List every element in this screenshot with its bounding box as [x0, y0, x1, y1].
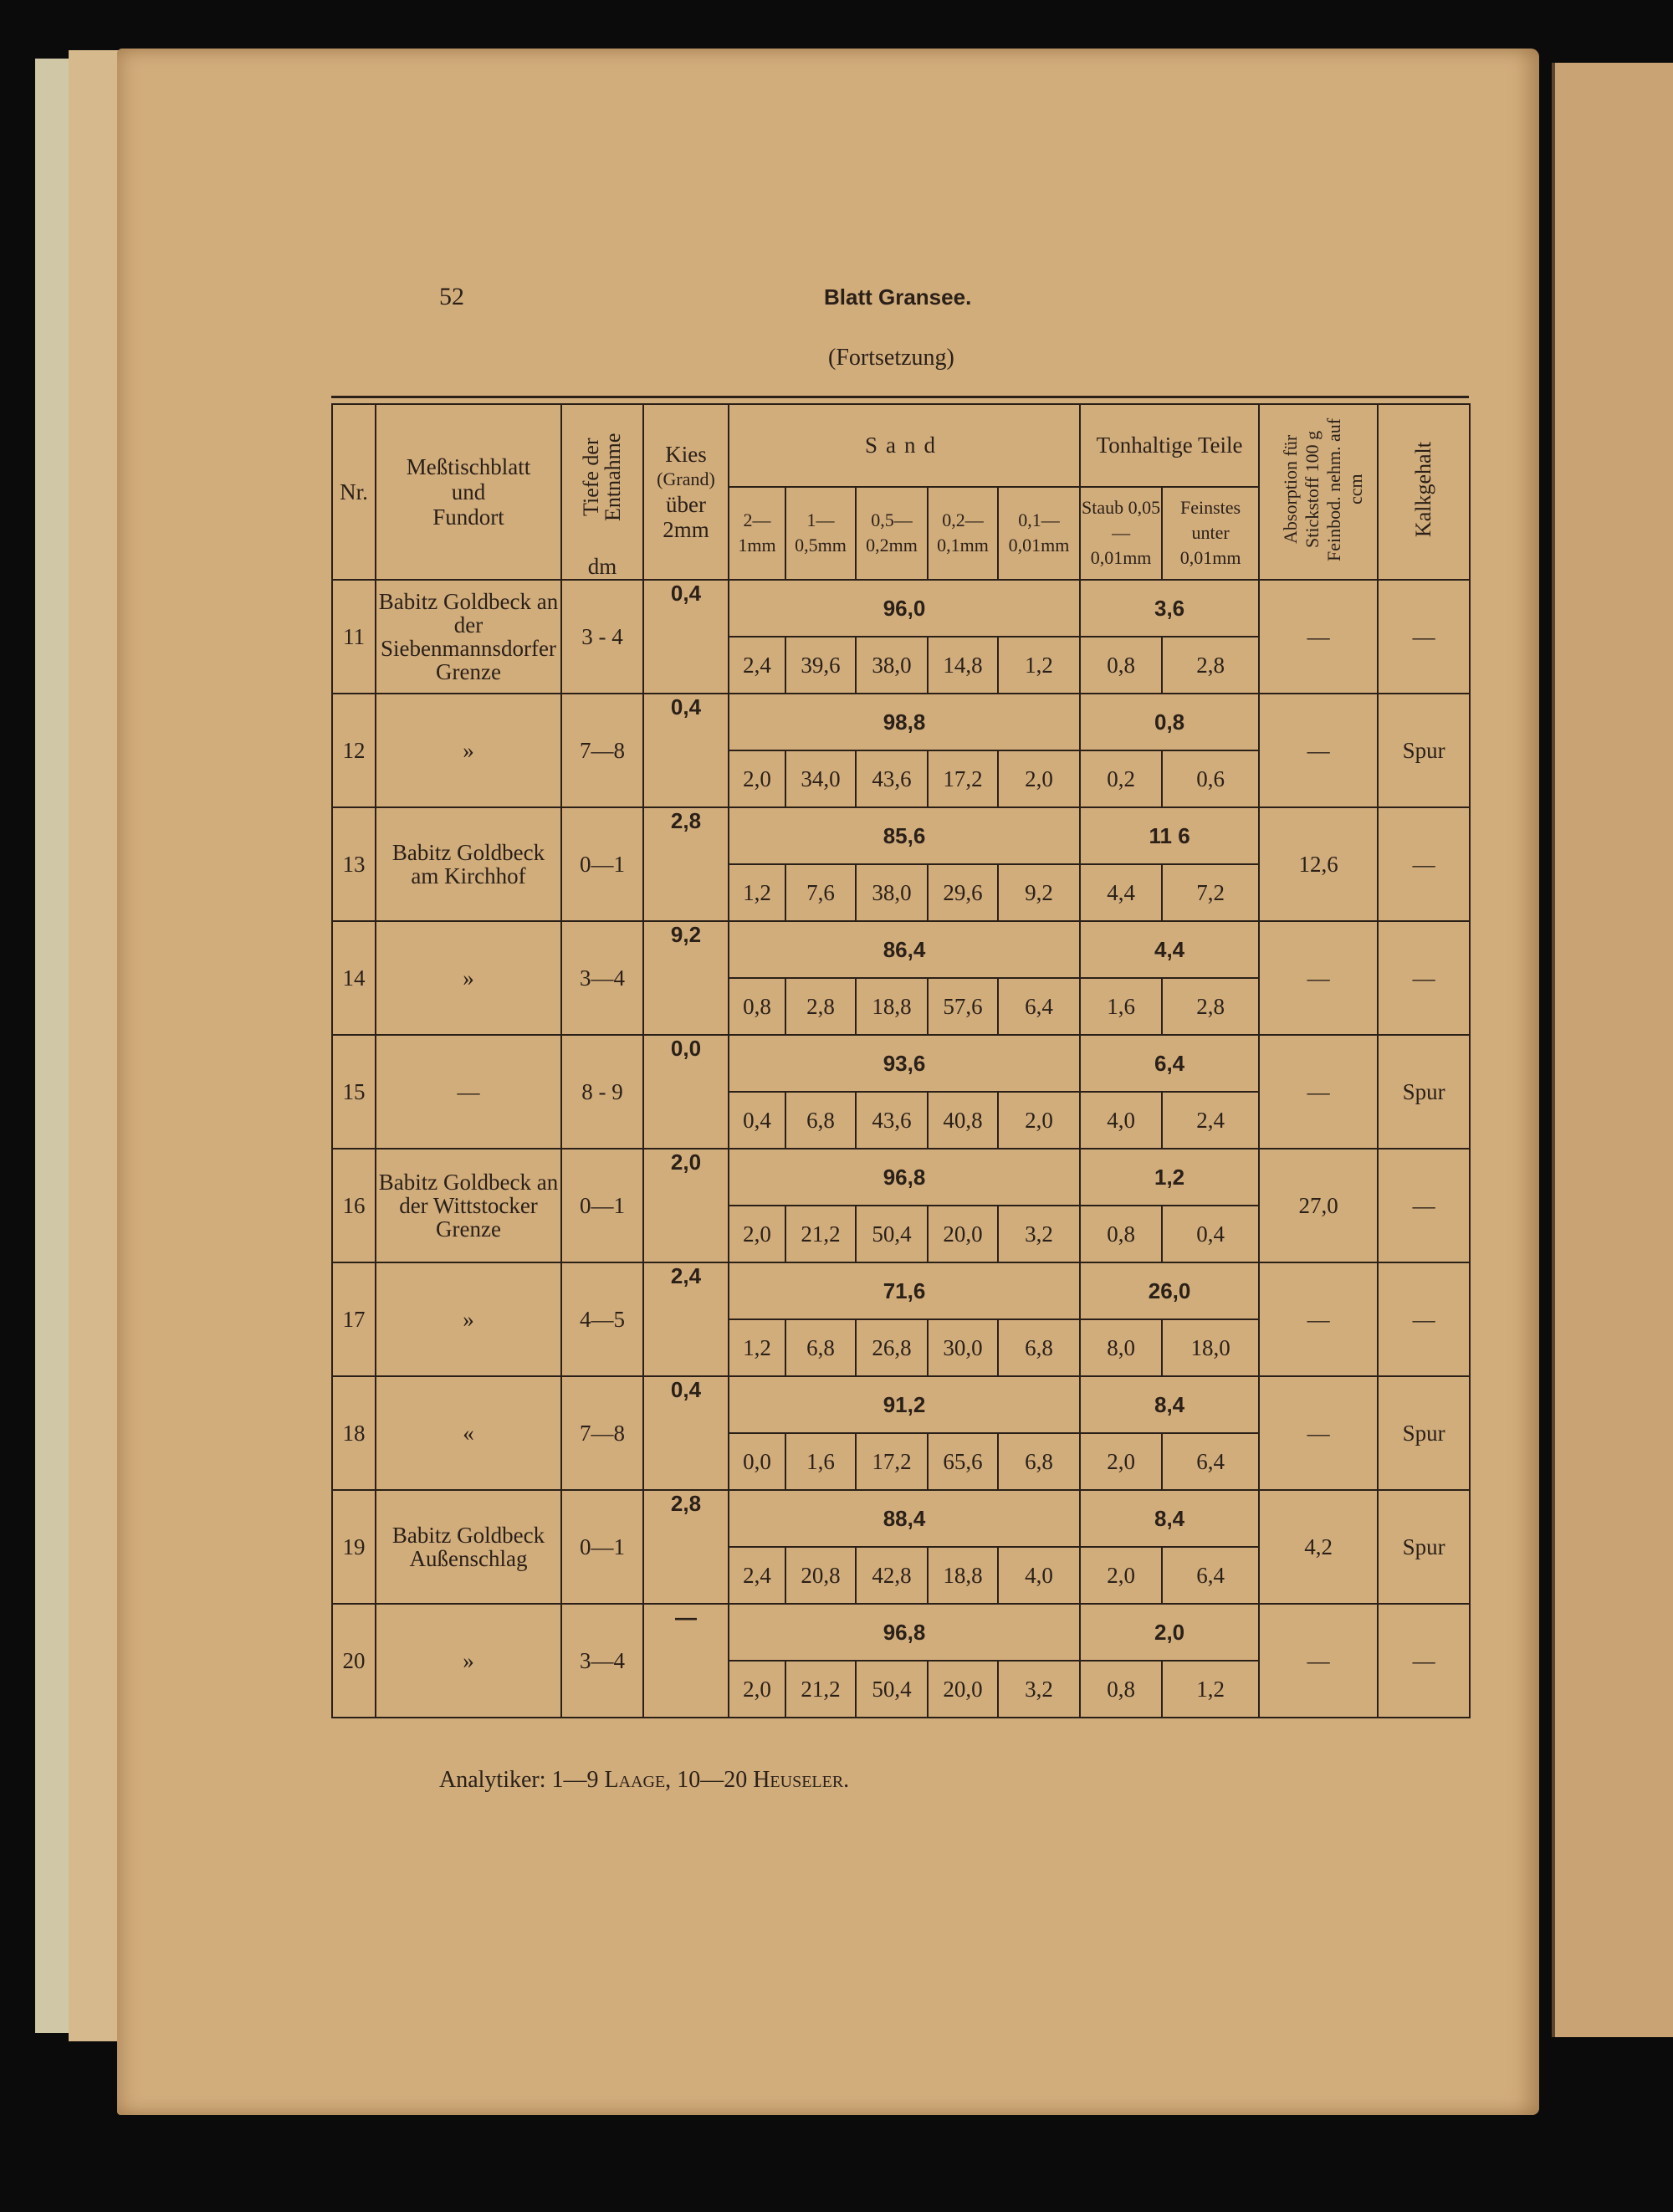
row-sand-fraction: 9,2 — [998, 864, 1080, 921]
row-sand-total: 71,6 — [729, 1262, 1080, 1319]
table-row — [332, 1376, 1470, 1433]
row-sand-fraction: 18,8 — [928, 1547, 998, 1604]
row-feinstes: 0,4 — [1162, 1206, 1259, 1262]
row-staub: 0,8 — [1080, 1206, 1162, 1262]
row-sand-fraction: 0,0 — [729, 1433, 785, 1490]
row-absorption: — — [1259, 921, 1378, 1035]
row-fundort: — — [376, 1035, 561, 1149]
row-sand-fraction: 21,2 — [785, 1661, 856, 1718]
page-number: 52 — [439, 283, 464, 310]
row-kies: 0,4 — [643, 580, 729, 694]
header-kalk: Kalkgehalt — [1378, 404, 1470, 580]
row-sand-fraction: 7,6 — [785, 864, 856, 921]
row-staub: 2,0 — [1080, 1433, 1162, 1490]
row-staub: 2,0 — [1080, 1547, 1162, 1604]
row-nr: 11 — [332, 580, 376, 694]
row-kies: 2,0 — [643, 1149, 729, 1262]
row-kies: 9,2 — [643, 921, 729, 1035]
row-sand-fraction: 21,2 — [785, 1206, 856, 1262]
row-sand-fraction: 6,8 — [785, 1319, 856, 1376]
row-feinstes: 18,0 — [1162, 1319, 1259, 1376]
row-feinstes: 6,4 — [1162, 1547, 1259, 1604]
row-sand-fraction: 17,2 — [928, 750, 998, 807]
row-feinstes: 1,2 — [1162, 1661, 1259, 1718]
row-sand-fraction: 18,8 — [856, 978, 928, 1035]
row-fundort: » — [376, 1262, 561, 1376]
row-tiefe: 3—4 — [561, 921, 643, 1035]
row-fundort: Babitz Goldbeck an der Siebenmannsdorfer Grenze — [376, 580, 561, 694]
table-row — [332, 1035, 1470, 1092]
row-absorption: — — [1259, 1376, 1378, 1490]
row-absorption: — — [1259, 1035, 1378, 1149]
row-kalk: Spur — [1378, 1035, 1470, 1149]
row-absorption: 27,0 — [1259, 1149, 1378, 1262]
row-fundort: » — [376, 921, 561, 1035]
row-sand-fraction: 2,8 — [785, 978, 856, 1035]
header-sand-3: 0,5— 0,2mm — [856, 487, 928, 580]
row-sand-fraction: 30,0 — [928, 1319, 998, 1376]
table-row — [332, 807, 1470, 864]
header-feinstes: Feinstes unter 0,01mm — [1162, 487, 1259, 580]
row-nr: 12 — [332, 694, 376, 807]
row-absorption: — — [1259, 580, 1378, 694]
row-sand-fraction: 6,4 — [998, 978, 1080, 1035]
row-kies: 0,4 — [643, 694, 729, 807]
row-sand-fraction: 17,2 — [856, 1433, 928, 1490]
row-nr: 18 — [332, 1376, 376, 1490]
facing-page-edge — [1552, 63, 1673, 2037]
row-kalk: Spur — [1378, 1376, 1470, 1490]
row-sand-total: 88,4 — [729, 1490, 1080, 1547]
row-tiefe: 0—1 — [561, 1149, 643, 1262]
row-tiefe: 8 - 9 — [561, 1035, 643, 1149]
footer-mid: 10—20 — [677, 1767, 748, 1793]
row-feinstes: 6,4 — [1162, 1433, 1259, 1490]
row-staub: 8,0 — [1080, 1319, 1162, 1376]
row-kalk: — — [1378, 1604, 1470, 1718]
row-nr: 20 — [332, 1604, 376, 1718]
header-sand-5: 0,1— 0,01mm — [998, 487, 1080, 580]
row-sand-fraction: 1,2 — [998, 637, 1080, 694]
row-tiefe: 7—8 — [561, 694, 643, 807]
row-sand-fraction: 43,6 — [856, 1092, 928, 1149]
header-sand: Sand — [729, 404, 1080, 487]
header-tonhaltige: Tonhaltige Teile — [1080, 404, 1259, 487]
row-sand-total: 98,8 — [729, 694, 1080, 750]
header-kies: Kies (Grand) über 2mm — [643, 404, 729, 580]
row-kies: 0,0 — [643, 1035, 729, 1149]
row-fundort: » — [376, 1604, 561, 1718]
header-staub: Staub 0,05— 0,01mm — [1080, 487, 1162, 580]
table-row — [332, 1262, 1470, 1319]
top-rule — [331, 396, 1469, 398]
page-title: Blatt Gransee. — [824, 284, 972, 310]
header-fundort: Meßtischblatt und Fundort — [376, 404, 561, 580]
footer-prefix: Analytiker: 1—9 — [439, 1767, 599, 1793]
row-sand-fraction: 20,0 — [928, 1661, 998, 1718]
row-feinstes: 2,4 — [1162, 1092, 1259, 1149]
row-sand-fraction: 43,6 — [856, 750, 928, 807]
row-nr: 17 — [332, 1262, 376, 1376]
row-sand-fraction: 2,0 — [729, 750, 785, 807]
row-feinstes: 7,2 — [1162, 864, 1259, 921]
row-kalk: Spur — [1378, 694, 1470, 807]
row-fundort: Babitz Goldbeck Außenschlag — [376, 1490, 561, 1604]
row-sand-total: 91,2 — [729, 1376, 1080, 1433]
row-kalk: — — [1378, 921, 1470, 1035]
row-ton-total: 8,4 — [1080, 1490, 1259, 1547]
row-sand-total: 96,0 — [729, 580, 1080, 637]
row-sand-fraction: 2,4 — [729, 637, 785, 694]
row-kalk: — — [1378, 807, 1470, 921]
row-sand-total: 96,8 — [729, 1149, 1080, 1206]
row-nr: 13 — [332, 807, 376, 921]
header-absorption: Absorption für Stickstoff 100 g Feinbod. nehm. auf ccm — [1259, 404, 1378, 580]
row-sand-total: 96,8 — [729, 1604, 1080, 1661]
row-kalk: — — [1378, 580, 1470, 694]
row-kies: 2,8 — [643, 1490, 729, 1604]
row-absorption: 12,6 — [1259, 807, 1378, 921]
row-kies: — — [643, 1604, 729, 1718]
table-row — [332, 1149, 1470, 1206]
row-ton-total: 3,6 — [1080, 580, 1259, 637]
row-sand-fraction: 2,0 — [998, 1092, 1080, 1149]
header-tiefe: Tiefe der Entnahme dm — [561, 404, 643, 580]
row-tiefe: 3—4 — [561, 1604, 643, 1718]
row-tiefe: 0—1 — [561, 807, 643, 921]
header-sand-4: 0,2— 0,1mm — [928, 487, 998, 580]
row-sand-fraction: 1,6 — [785, 1433, 856, 1490]
row-kalk: — — [1378, 1262, 1470, 1376]
row-ton-total: 0,8 — [1080, 694, 1259, 750]
row-fundort: Babitz Goldbeck an der Wittstocker Grenze — [376, 1149, 561, 1262]
table-row — [332, 580, 1470, 637]
row-ton-total: 26,0 — [1080, 1262, 1259, 1319]
row-sand-fraction: 40,8 — [928, 1092, 998, 1149]
row-sand-fraction: 0,8 — [729, 978, 785, 1035]
row-kies: 2,4 — [643, 1262, 729, 1376]
row-sand-total: 93,6 — [729, 1035, 1080, 1092]
row-sand-fraction: 39,6 — [785, 637, 856, 694]
row-feinstes: 0,6 — [1162, 750, 1259, 807]
row-sand-fraction: 14,8 — [928, 637, 998, 694]
row-absorption: — — [1259, 694, 1378, 807]
row-sand-fraction: 4,0 — [998, 1547, 1080, 1604]
row-sand-fraction: 50,4 — [856, 1206, 928, 1262]
row-sand-fraction: 2,0 — [729, 1206, 785, 1262]
row-sand-total: 86,4 — [729, 921, 1080, 978]
row-nr: 15 — [332, 1035, 376, 1149]
row-feinstes: 2,8 — [1162, 978, 1259, 1035]
row-sand-fraction: 29,6 — [928, 864, 998, 921]
analyst-name-1: Laage, — [604, 1767, 672, 1793]
row-kies: 0,4 — [643, 1376, 729, 1490]
table-row — [332, 921, 1470, 978]
row-staub: 1,6 — [1080, 978, 1162, 1035]
page-stack-left — [69, 50, 120, 2041]
row-sand-fraction: 3,2 — [998, 1661, 1080, 1718]
row-tiefe: 7—8 — [561, 1376, 643, 1490]
row-staub: 0,8 — [1080, 637, 1162, 694]
row-nr: 16 — [332, 1149, 376, 1262]
row-sand-fraction: 1,2 — [729, 864, 785, 921]
row-ton-total: 1,2 — [1080, 1149, 1259, 1206]
page-header — [439, 283, 1025, 316]
row-sand-fraction: 0,4 — [729, 1092, 785, 1149]
row-sand-fraction: 20,8 — [785, 1547, 856, 1604]
table-row — [332, 1490, 1470, 1547]
row-sand-fraction: 2,0 — [729, 1661, 785, 1718]
row-absorption: — — [1259, 1262, 1378, 1376]
analyst-footer — [439, 1767, 849, 1794]
row-kalk: — — [1378, 1149, 1470, 1262]
row-kalk: Spur — [1378, 1490, 1470, 1604]
row-fundort: Babitz Goldbeck am Kirchhof — [376, 807, 561, 921]
table-row — [332, 1604, 1470, 1661]
row-fundort: » — [376, 694, 561, 807]
row-sand-fraction: 6,8 — [998, 1319, 1080, 1376]
row-sand-fraction: 2,4 — [729, 1547, 785, 1604]
row-nr: 14 — [332, 921, 376, 1035]
row-ton-total: 2,0 — [1080, 1604, 1259, 1661]
row-sand-fraction: 1,2 — [729, 1319, 785, 1376]
row-absorption: — — [1259, 1604, 1378, 1718]
row-kies: 2,8 — [643, 807, 729, 921]
row-sand-fraction: 38,0 — [856, 637, 928, 694]
row-sand-fraction: 50,4 — [856, 1661, 928, 1718]
row-staub: 4,4 — [1080, 864, 1162, 921]
row-tiefe: 3 - 4 — [561, 580, 643, 694]
row-fundort: « — [376, 1376, 561, 1490]
row-tiefe: 0—1 — [561, 1490, 643, 1604]
soil-analysis-table — [331, 403, 1471, 1718]
row-sand-fraction: 2,0 — [998, 750, 1080, 807]
row-sand-fraction: 57,6 — [928, 978, 998, 1035]
row-sand-fraction: 34,0 — [785, 750, 856, 807]
book-edge-left — [35, 59, 71, 2033]
header-sand-2: 1— 0,5mm — [785, 487, 856, 580]
table-body — [332, 580, 1470, 1718]
row-sand-fraction: 6,8 — [998, 1433, 1080, 1490]
analyst-name-2: Heuseler. — [753, 1767, 850, 1793]
row-sand-total: 85,6 — [729, 807, 1080, 864]
row-sand-fraction: 42,8 — [856, 1547, 928, 1604]
row-staub: 0,8 — [1080, 1661, 1162, 1718]
row-ton-total: 8,4 — [1080, 1376, 1259, 1433]
row-sand-fraction: 26,8 — [856, 1319, 928, 1376]
row-staub: 4,0 — [1080, 1092, 1162, 1149]
row-absorption: 4,2 — [1259, 1490, 1378, 1604]
row-ton-total: 6,4 — [1080, 1035, 1259, 1092]
row-sand-fraction: 6,8 — [785, 1092, 856, 1149]
continuation-label: (Fortsetzung) — [828, 345, 954, 371]
row-staub: 0,2 — [1080, 750, 1162, 807]
row-sand-fraction: 38,0 — [856, 864, 928, 921]
row-tiefe: 4—5 — [561, 1262, 643, 1376]
header-nr: Nr. — [332, 404, 376, 580]
row-ton-total: 4,4 — [1080, 921, 1259, 978]
header-sand-1: 2— 1mm — [729, 487, 785, 580]
row-sand-fraction: 20,0 — [928, 1206, 998, 1262]
row-sand-fraction: 3,2 — [998, 1206, 1080, 1262]
row-nr: 19 — [332, 1490, 376, 1604]
row-feinstes: 2,8 — [1162, 637, 1259, 694]
row-ton-total: 11 6 — [1080, 807, 1259, 864]
table-row — [332, 694, 1470, 750]
row-sand-fraction: 65,6 — [928, 1433, 998, 1490]
